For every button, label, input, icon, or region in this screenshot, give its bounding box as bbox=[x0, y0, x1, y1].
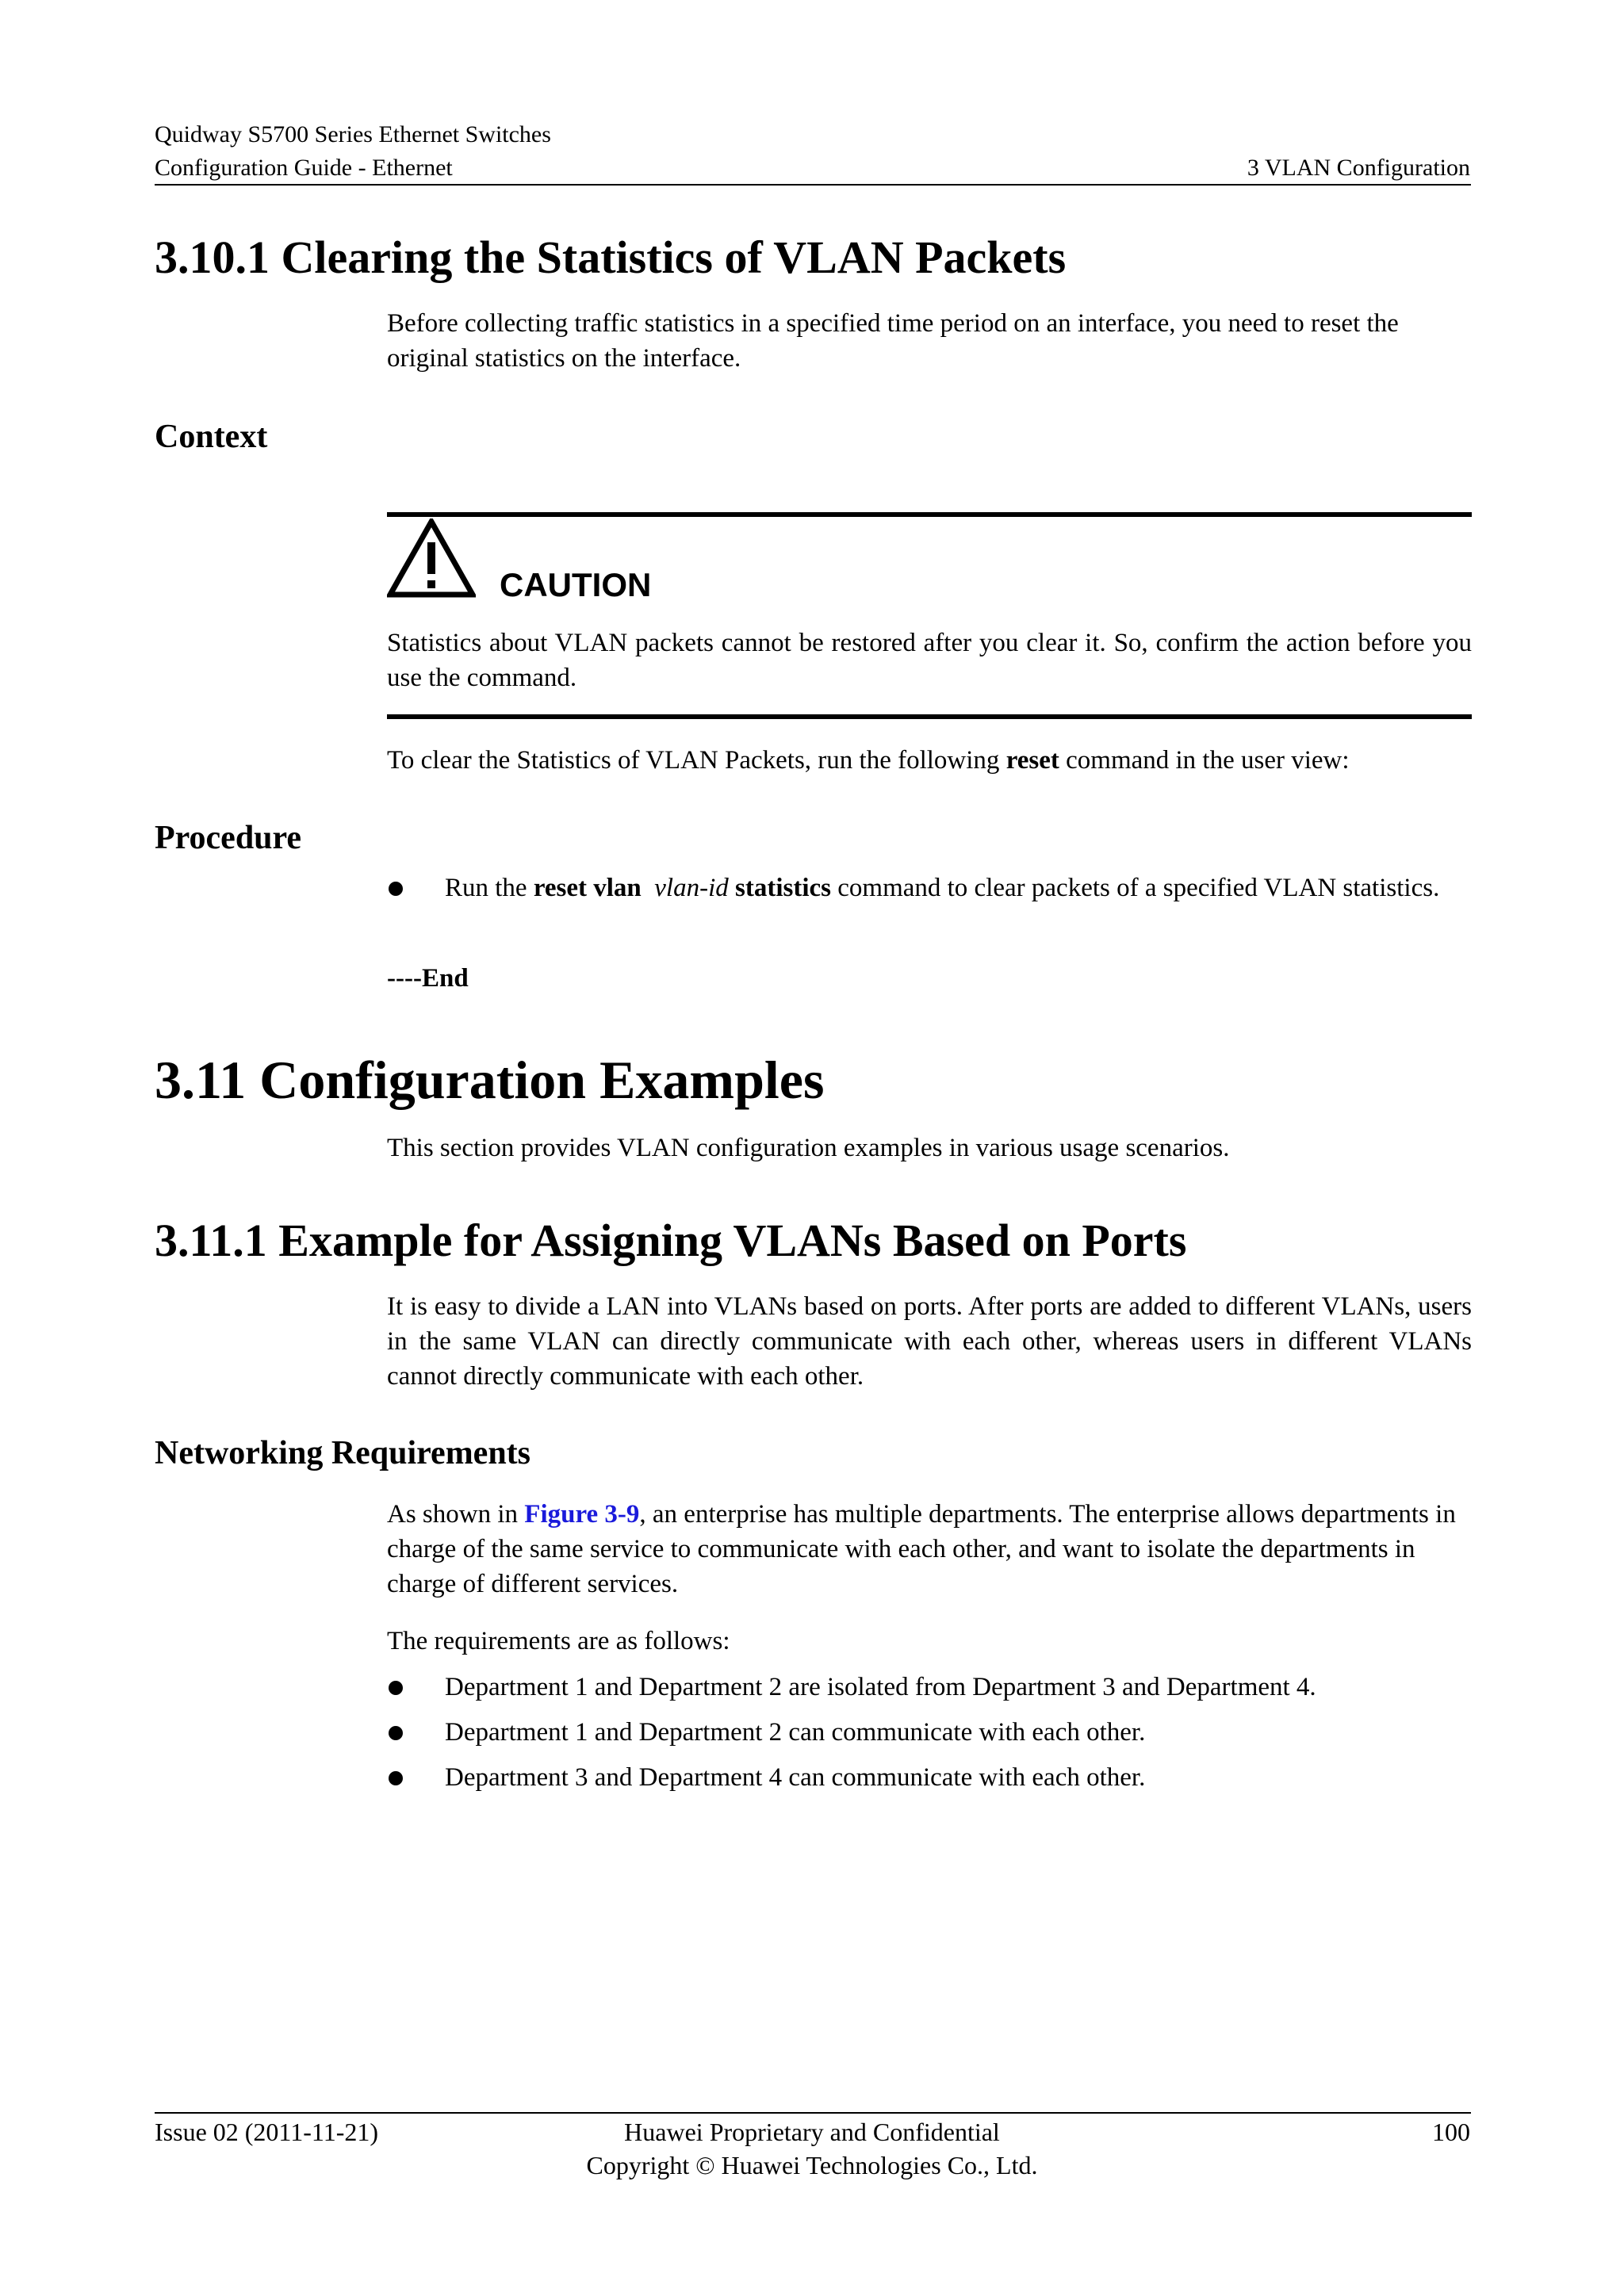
context-heading: Context bbox=[155, 419, 268, 455]
footer-rule bbox=[155, 2112, 1471, 2114]
footer-copyright: Copyright © Huawei Technologies Co., Ltd. bbox=[586, 2151, 1038, 2179]
header-rule bbox=[155, 184, 1471, 186]
section-title-3-11-1: 3.11.1 Example for Assigning VLANs Based on Ports bbox=[155, 1215, 1187, 1266]
procedure-item: Run the reset vlan vlan-id statistics command to clear packets of a specified VLAN statistics. bbox=[445, 874, 1440, 902]
section-title-3-11: 3.11 Configuration Examples bbox=[155, 1050, 825, 1110]
command-statistics: statistics bbox=[735, 874, 831, 902]
networking-heading: Networking Requirements bbox=[155, 1435, 531, 1471]
header-product: Quidway S5700 Series Ethernet Switches bbox=[155, 121, 551, 147]
caution-text: Statistics about VLAN packets cannot be restored after you clear it. So, confirm the action before you use the command. bbox=[387, 629, 1472, 692]
list-item: Department 3 and Department 4 can communicate with each other. bbox=[445, 1763, 1146, 1792]
list-item: Department 1 and Department 2 are isolated from Department 3 and Department 4. bbox=[445, 1673, 1316, 1701]
requirements-intro: The requirements are as follows: bbox=[387, 1627, 730, 1655]
warning-triangle-icon bbox=[387, 519, 476, 598]
procedure-heading: Procedure bbox=[155, 820, 302, 856]
footer-issue: Issue 02 (2011-11-21) bbox=[155, 2118, 379, 2146]
section-title-3-10-1: 3.10.1 Clearing the Statistics of VLAN Packets bbox=[155, 232, 1067, 283]
caution-label: CAUTION bbox=[500, 566, 652, 603]
section-intro-3-11: This section provides VLAN configuration examples in various usage scenarios. bbox=[387, 1134, 1230, 1162]
clear-instruction: To clear the Statistics of VLAN Packets, run the following reset command in the user view: bbox=[387, 746, 1350, 775]
bullet-icon bbox=[389, 882, 403, 896]
page-number: 100 bbox=[1432, 2118, 1470, 2146]
bullet-icon bbox=[389, 1771, 403, 1785]
header-guide: Configuration Guide - Ethernet bbox=[155, 155, 453, 181]
caution-bottom-rule bbox=[387, 714, 1472, 719]
section-intro-3-10-1: Before collecting traffic statistics in a specified time period on an interface, you need to reset the original statistics on the interface. bbox=[387, 309, 1399, 373]
footer-confidential: Huawei Proprietary and Confidential bbox=[624, 2118, 1000, 2146]
bullet-icon bbox=[389, 1681, 403, 1695]
list-item: Department 1 and Department 2 can communicate with each other. bbox=[445, 1718, 1146, 1747]
networking-text: As shown in Figure 3-9, an enterprise has multiple departments. The enterprise allows departments in charge of the same service to communicate with each other, and want to isolate the departments in charge of different services. bbox=[387, 1500, 1456, 1598]
figure-3-9-link[interactable]: Figure 3-9 bbox=[524, 1500, 640, 1529]
end-marker: ----End bbox=[387, 964, 469, 993]
caution-top-rule bbox=[387, 512, 1472, 517]
reset-keyword: reset bbox=[1005, 746, 1059, 775]
command-reset-vlan: reset vlan bbox=[533, 874, 642, 902]
bullet-icon bbox=[389, 1726, 403, 1740]
section-intro-3-11-1: It is easy to divide a LAN into VLANs based on ports. After ports are added to different VLANs, users in the same VLAN can directly communicate with each other, whereas users in different VLANs cannot directly communicate with each other. bbox=[387, 1292, 1472, 1391]
header-chapter: 3 VLAN Configuration bbox=[1247, 155, 1470, 181]
command-arg-vlan-id: vlan-id bbox=[654, 874, 729, 902]
